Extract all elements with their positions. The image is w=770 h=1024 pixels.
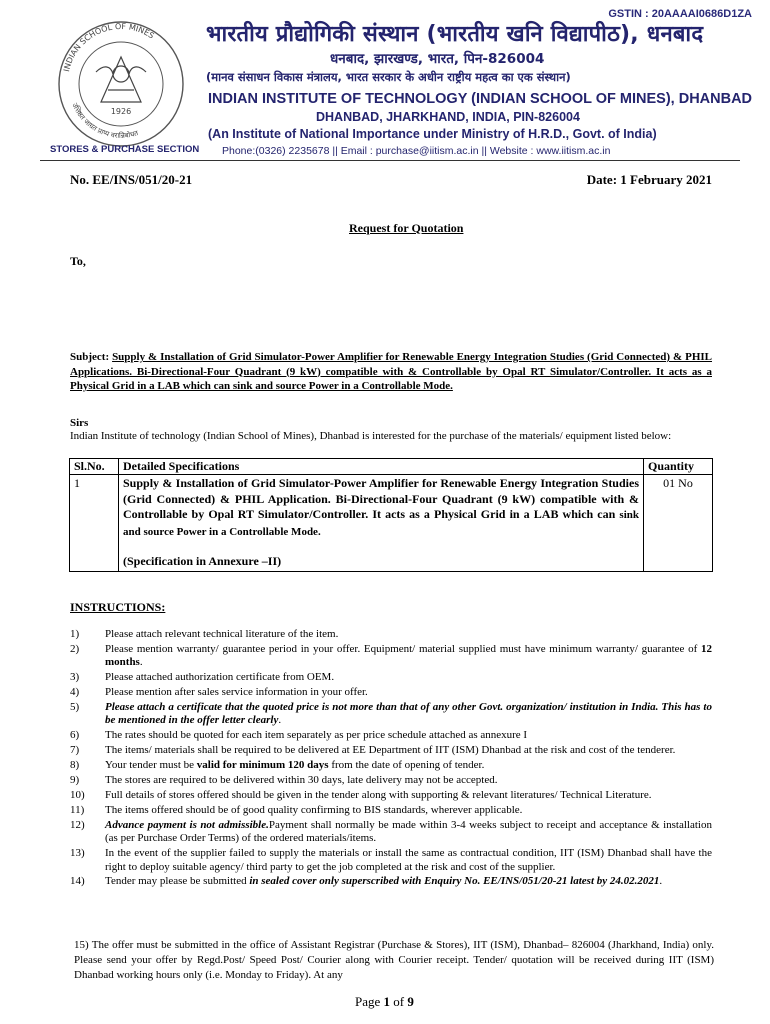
gstin: GSTIN : 20AAAAI0686D1ZA xyxy=(608,8,752,20)
section-name: STORES & PURCHASE SECTION xyxy=(50,144,200,155)
header-slno: Sl.No. xyxy=(70,459,119,475)
subject-text: Supply & Installation of Grid Simulator-Power Amplifier for Renewable Energy Integration Studies (Grid Connected) & PHIL Applications. Bi-Directional-Four Quadrant (9 kW) compatible with & Controllable by Opal RT Simulator/Controller. It acts as a Physical Grid in a LAB which can sink and source Power in a Controllable Mode. xyxy=(70,351,712,392)
logo-emblem-icon xyxy=(96,57,146,102)
cell-specification xyxy=(119,475,644,572)
hindi-institute-name: भारतीय प्रौद्योगिकी संस्थान (भारतीय खनि विद्यापीठ), धनबाद xyxy=(206,22,704,47)
header-specifications: Detailed Specifications xyxy=(119,459,644,475)
list-item: 3) Please attached authorization certificate from OEM. xyxy=(70,671,335,684)
hindi-tagline: (मानव संसाधन विकास मंत्रालय, भारत सरकार के अधीन राष्ट्रीय महत्व का एक संस्थान) xyxy=(206,70,571,84)
header-divider xyxy=(40,160,740,161)
intro-paragraph: Indian Institute of technology (Indian School of Mines), Dhanbad is interested for the purchase of the materials/ equipment listed below: xyxy=(70,430,672,442)
letterhead xyxy=(0,0,770,165)
list-item: 6) The rates should be quoted for each item separately as per price schedule attached as annexure I xyxy=(70,729,528,742)
english-address: DHANBAD, JHARKHAND, INDIA, PIN-826004 xyxy=(316,110,580,124)
subject-label: Subject: xyxy=(70,351,113,363)
instructions-list xyxy=(70,628,712,890)
list-item: 9) The stores are required to be delivered within 30 days, late delivery may not be accepted. xyxy=(70,774,498,787)
spec-small: sink and source Power in a Controllable Mode. xyxy=(123,509,639,538)
list-item: 11) The items offered should be of good quality confirming to BIS standards, wherever applicable. xyxy=(70,803,523,816)
subject-paragraph xyxy=(70,350,712,394)
logo-bottom-text: उत्तिष्ठत जाग्रत प्राप्य वरान्निबोधत xyxy=(70,101,140,140)
list-item: 14) Tender may please be submitted in sealed cover only superscribed with Enquiry No. EE/INS/051/20-21 latest by 24.02.2021. xyxy=(70,875,663,888)
document-title: Request for Quotation xyxy=(349,221,464,235)
list-item: 10) Full details of stores offered should be given in the tender along with supporting & relevant literatures/ Technical Literature. xyxy=(70,788,652,801)
cell-quantity: 01 No xyxy=(644,475,713,572)
list-item: 12) Advance payment is not admissible.Payment shall normally be made within 3-4 weeks subject to receipt and acceptance & installation (as per Purchase Order Terms) of the ordered materials/items. xyxy=(70,818,712,845)
header-quantity: Quantity xyxy=(644,459,713,475)
table-row xyxy=(70,475,713,572)
english-institute-name: INDIAN INSTITUTE OF TECHNOLOGY (INDIAN SCHOOL OF MINES), DHANBAD xyxy=(208,91,753,107)
table-header-row xyxy=(70,459,713,475)
english-tagline: (An Institute of National Importance under Ministry of H.R.D., Govt. of India) xyxy=(208,127,657,141)
list-item: 5) Please attach a certificate that the quoted price is not more than that of any other Govt. organization/ institution in India. This has to be mentioned in the offer letter clearly. xyxy=(70,701,712,727)
logo-year: 1926 xyxy=(110,107,132,116)
page-number: Page 1 of 9 xyxy=(355,994,414,1009)
cell-slno: 1 xyxy=(70,475,119,572)
list-item: 2) Please mention warranty/ guarantee period in your offer. Equipment/ material supplied must have minimum warranty/ guarantee of 12 months. xyxy=(70,642,712,669)
spec-main: Supply & Installation of Grid Simulator-Power Amplifier for Renewable Energy Integration Studies (Grid Connected) & PHIL Application. Bi-Directional-Four Quadrant (9 kW) compatible with & Controllable by Opal RT Simulator/Controller. It acts as a Physical Grid in a LAB which can xyxy=(123,476,639,521)
salutation: Sirs xyxy=(70,417,89,429)
contact-line: Phone:(0326) 2235678 || Email : purchase@iitism.ac.in || Website : www.iitism.ac.in xyxy=(222,145,611,157)
list-item: 7) The items/ materials shall be required to be delivered at EE Department of IIT (ISM) Dhanbad at the risk and cost of the tenderer. xyxy=(70,744,676,757)
addressee: To, xyxy=(70,254,86,268)
list-item: 8) Your tender must be valid for minimum 120 days from the date of opening of tender. xyxy=(70,759,485,772)
reference-number: No. EE/INS/051/20-21 xyxy=(70,172,193,187)
institute-logo xyxy=(46,12,196,152)
hindi-address: धनबाद, झारखण्ड, भारत, पिन-826004 xyxy=(330,51,545,67)
logo-top-text: INDIAN SCHOOL OF MINES xyxy=(62,21,156,73)
letter-date: Date: 1 February 2021 xyxy=(586,172,712,187)
instruction-15: 15) The offer must be submitted in the office of Assistant Registrar (Purchase & Stores), IIT (ISM), Dhanbad– 826004 (Jharkhand, India) only. Please send your offer by Regd.Post/ Speed Post/ Courier along with Courier receipt. Tender/ quotation will be received during IIT (ISM) Dhanbad working hours only (i.e. Monday to Friday). At any xyxy=(74,939,714,981)
list-item: 1) Please attach relevant technical literature of the item. xyxy=(70,628,339,640)
list-item: 4) Please mention after sales service information in your offer. xyxy=(70,686,368,699)
spec-annexure: (Specification in Annexure –II) xyxy=(123,554,282,568)
list-item: 13) In the event of the supplier failed to supply the materials or install the same as contractual condition, IIT (ISM) Dhanbad shall have the right to deploy suitable agency/ third party to get the job completed at the risk and cost of the supplier. xyxy=(70,847,712,873)
specification-table xyxy=(69,458,713,572)
instructions-heading: INSTRUCTIONS: xyxy=(70,600,166,614)
